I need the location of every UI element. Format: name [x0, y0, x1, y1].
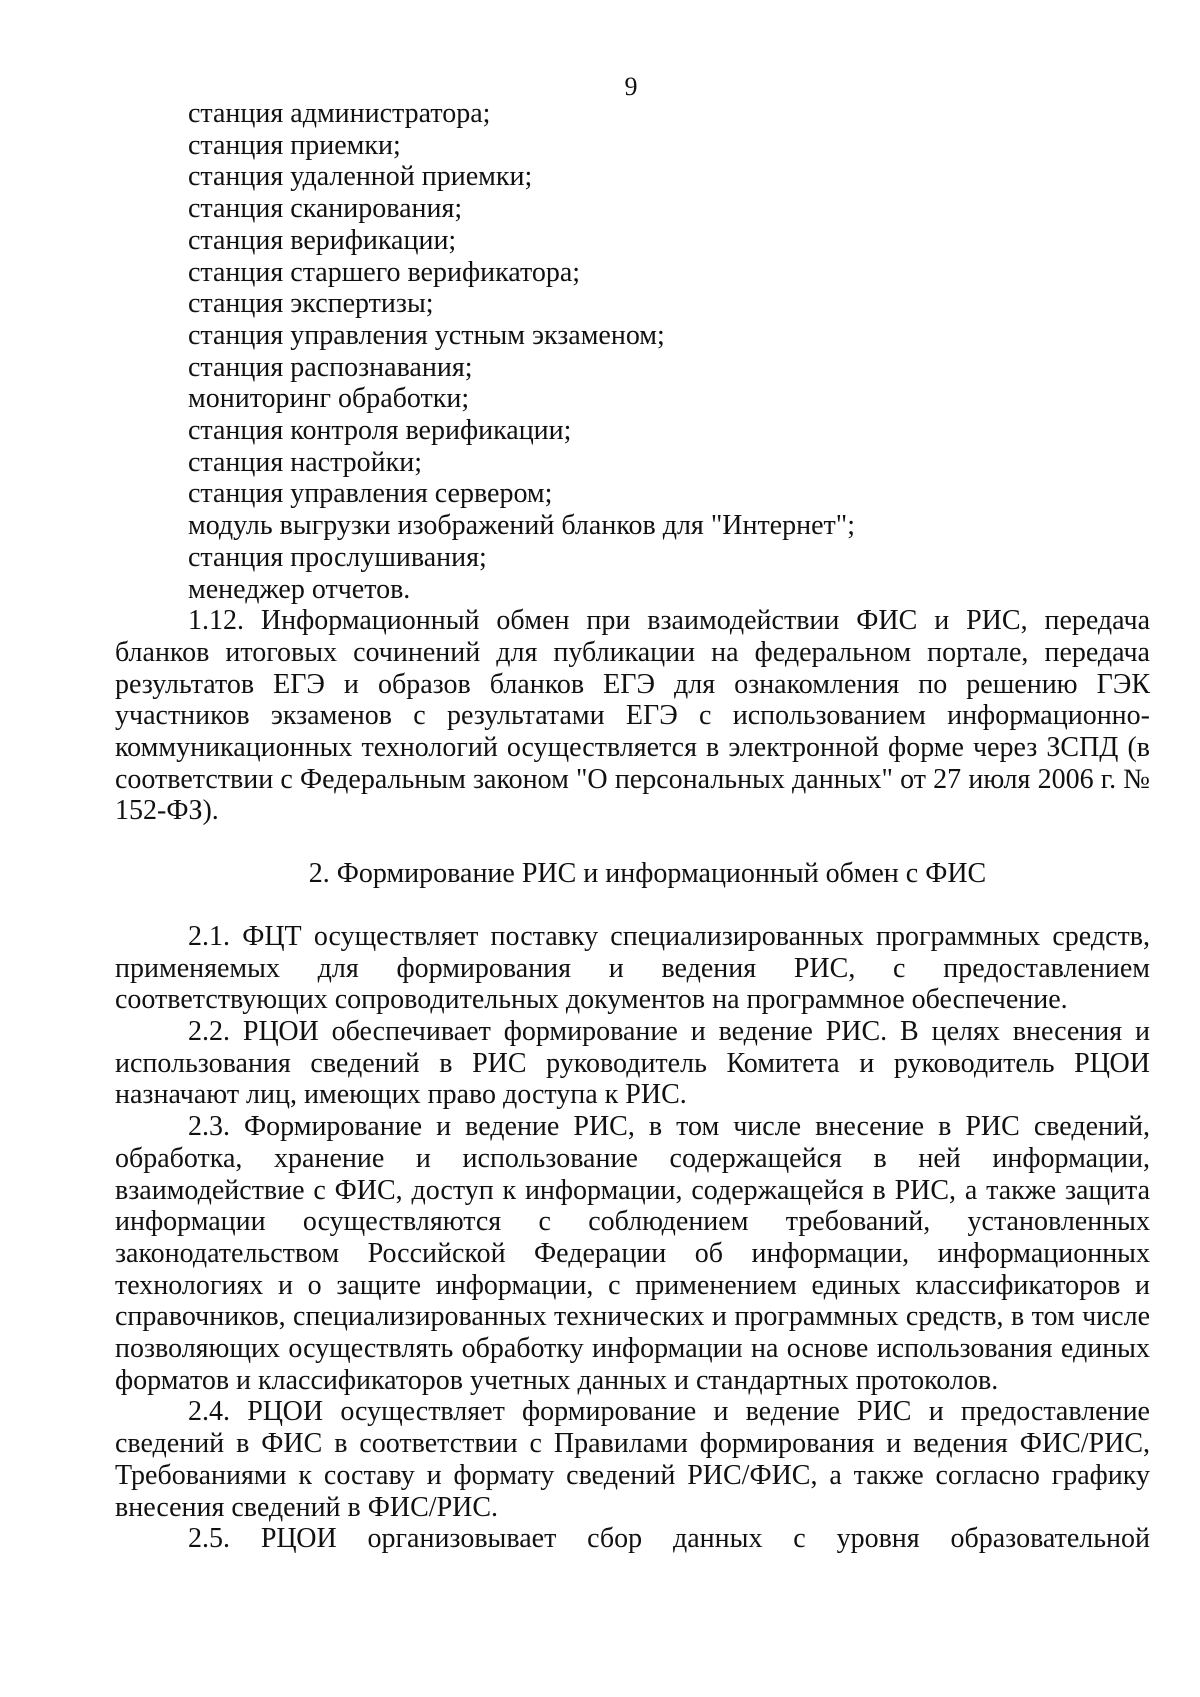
list-item: станция верификации;: [188, 224, 457, 256]
list-item: станция приемки;: [188, 129, 401, 161]
page-number: 9: [624, 72, 638, 101]
list-item: станция прослушивания;: [188, 541, 487, 573]
paragraph-2-5: 2.5. РЦОИ организовывает сбор данных с уровня образовательной: [188, 1523, 1150, 1555]
list-item: мониторинг обработки;: [188, 383, 470, 415]
paragraph-2-1: 2.1. ФЦТ осуществляет поставку специализированных программных средств, применяемых для формирования и ведения РИС, с предоставлением соответствующих сопроводительных документов на программное обеспечение.: [115, 920, 1150, 1016]
list-item: станция распознавания;: [188, 351, 473, 383]
list-item: станция удаленной приемки;: [188, 161, 533, 193]
list-item: станция контроля верификации;: [188, 415, 572, 447]
list-item: станция управления сервером;: [188, 478, 553, 510]
paragraph-1-12: 1.12. Информационный обмен при взаимодействии ФИС и РИС, передача бланков итоговых сочинений для публикации на федеральном портале, передача результатов ЕГЭ и образов бланков ЕГЭ для ознакомления по решению ГЭК участников экзаменов с результатами ЕГЭ с использованием информационно-коммуникационных технологий осуществляется в электронной форме через ЗСПД (в соответствии с Федеральным законом "О персональных данных" от 27 июля 2006 г. № 152-ФЗ).: [115, 605, 1150, 827]
list-item: менеджер отчетов.: [188, 573, 411, 605]
list-item: станция экспертизы;: [188, 288, 434, 320]
paragraph-2-2: 2.2. РЦОИ обеспечивает формирование и ведение РИС. В целях внесения и использования сведений в РИС руководитель Комитета и руководитель РЦОИ назначают лиц, имеющих право доступа к РИС.: [115, 1015, 1150, 1111]
list-item: модуль выгрузки изображений бланков для "Интернет";: [188, 510, 855, 542]
document-body: [115, 98, 1150, 1555]
list-item: станция администратора;: [188, 98, 491, 129]
station-list: [115, 98, 1150, 605]
section-heading: 2. Формирование РИС и информационный обмен с ФИС: [308, 858, 987, 890]
list-item: станция старшего верификатора;: [188, 256, 581, 288]
paragraph-2-4: 2.4. РЦОИ осуществляет формирование и ведение РИС и предоставление сведений в ФИС в соответствии с Правилами формирования и ведения ФИС/РИС, Требованиями к составу и формату сведений РИС/ФИС, а также согласно графику внесения сведений в ФИС/РИС.: [115, 1396, 1150, 1523]
paragraph-2-3: 2.3. Формирование и ведение РИС, в том числе внесение в РИС сведений, обработка, хранение и использование содержащейся в ней информации, взаимодействие с ФИС, доступ к информации, содержащейся в РИС, а также защита информации осуществляются с соблюдением требований, установленных законодательством Российской Федерации об информации, информационных технологиях и о защите информации, с применением единых классификаторов и справочников, специализированных технических и программных средств, в том числе позволяющих осуществлять обработку информации на основе использования единых форматов и классификаторов учетных данных и стандартных протоколов.: [115, 1111, 1150, 1396]
list-item: станция управления устным экзаменом;: [188, 319, 665, 351]
list-item: станция сканирования;: [188, 193, 463, 225]
list-item: станция настройки;: [188, 446, 423, 478]
